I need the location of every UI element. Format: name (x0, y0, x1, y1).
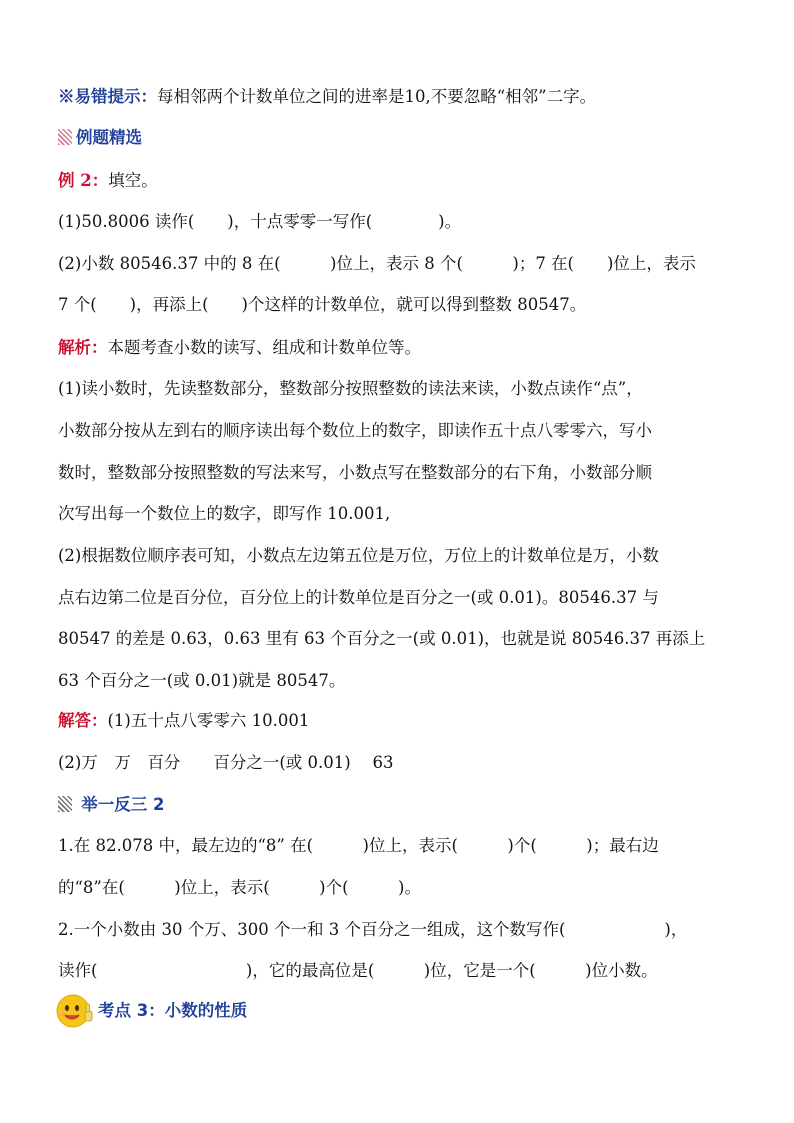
practice-question-1-line-2: 的“8”在( )位上，表示( )个( )。 (58, 878, 421, 897)
example-text: 填空。 (108, 171, 158, 190)
practice-question-2-line-2: 读作( )，它的最高位是( )位，它是一个( )位小数。 (58, 961, 658, 980)
tip-line (58, 86, 744, 108)
analysis-text: 本题考查小数的读写、组成和计数单位等。 (107, 338, 421, 357)
example-question-2-line-1: (2)小数 80546.37 中的 8 在( )位上，表示 8 个( )；7 在( )位上，表示 (58, 254, 696, 273)
analysis-line: 80547 的差是 0.63，0.63 里有 63 个百分之一(或 0.01)，也就是说 80546.37 再添上 (58, 629, 706, 648)
smiley-thumbs-up-icon (56, 993, 94, 1029)
hatch-icon (58, 129, 72, 145)
analysis-heading (58, 337, 744, 359)
analysis-line: 数时，整数部分按照整数的写法来写，小数点写在整数部分的右下角，小数部分顺 (58, 463, 652, 482)
kaodian-title: 考点 3：小数的性质 (98, 1001, 248, 1020)
example-label: 例 2： (58, 171, 109, 190)
example-section-heading (58, 127, 744, 149)
analysis-line: 点右边第二位是百分位，百分位上的计数单位是百分之一(或 0.01)。80546.37 与 (58, 588, 659, 607)
example-section-title: 例题精选 (76, 128, 142, 147)
practice-question-1-line-1: 1.在 82.078 中，最左边的“8” 在( )位上，表示( )个( )；最右边 (58, 836, 659, 855)
example-question-2-line-2: 7 个( )，再添上( )个这样的计数单位，就可以得到整数 80547。 (58, 295, 587, 314)
tip-label: ※易错提示： (58, 87, 157, 106)
analysis-label: 解析： (58, 338, 108, 357)
hatch-icon (58, 796, 72, 812)
tip-text: 每相邻两个计数单位之间的进率是10,不要忽略“相邻”二字。 (157, 87, 597, 106)
kaodian-heading (98, 1000, 744, 1022)
practice-heading (58, 794, 744, 816)
practice-question-2-line-1: 2.一个小数由 30 个万、300 个一和 3 个百分之一组成，这个数写作( )， (58, 920, 688, 939)
answer-line-2: (2)万 万 百分 百分之一(或 0.01) 63 (58, 753, 394, 772)
analysis-line: 次写出每一个数位上的数字，即写作 10.001, (58, 504, 391, 523)
analysis-line: (1)读小数时，先读整数部分，整数部分按照整数的读法来读，小数点读作“点”， (58, 379, 643, 398)
example-question-1: (1)50.8006 读作( )，十点零零一写作( )。 (58, 212, 462, 231)
example-heading (58, 170, 744, 192)
answer-label: 解答： (58, 711, 108, 730)
answer-heading (58, 710, 744, 732)
analysis-line: (2)根据数位顺序表可知，小数点左边第五位是万位，万位上的计数单位是万，小数 (58, 546, 659, 565)
practice-title: 举一反三 2 (81, 795, 165, 814)
answer-line-1: (1)五十点八零零六 10.001 (107, 711, 310, 730)
analysis-line: 小数部分按从左到右的顺序读出每个数位上的数字，即读作五十点八零零六，写小 (58, 421, 652, 440)
analysis-line: 63 个百分之一(或 0.01)就是 80547。 (58, 671, 346, 690)
